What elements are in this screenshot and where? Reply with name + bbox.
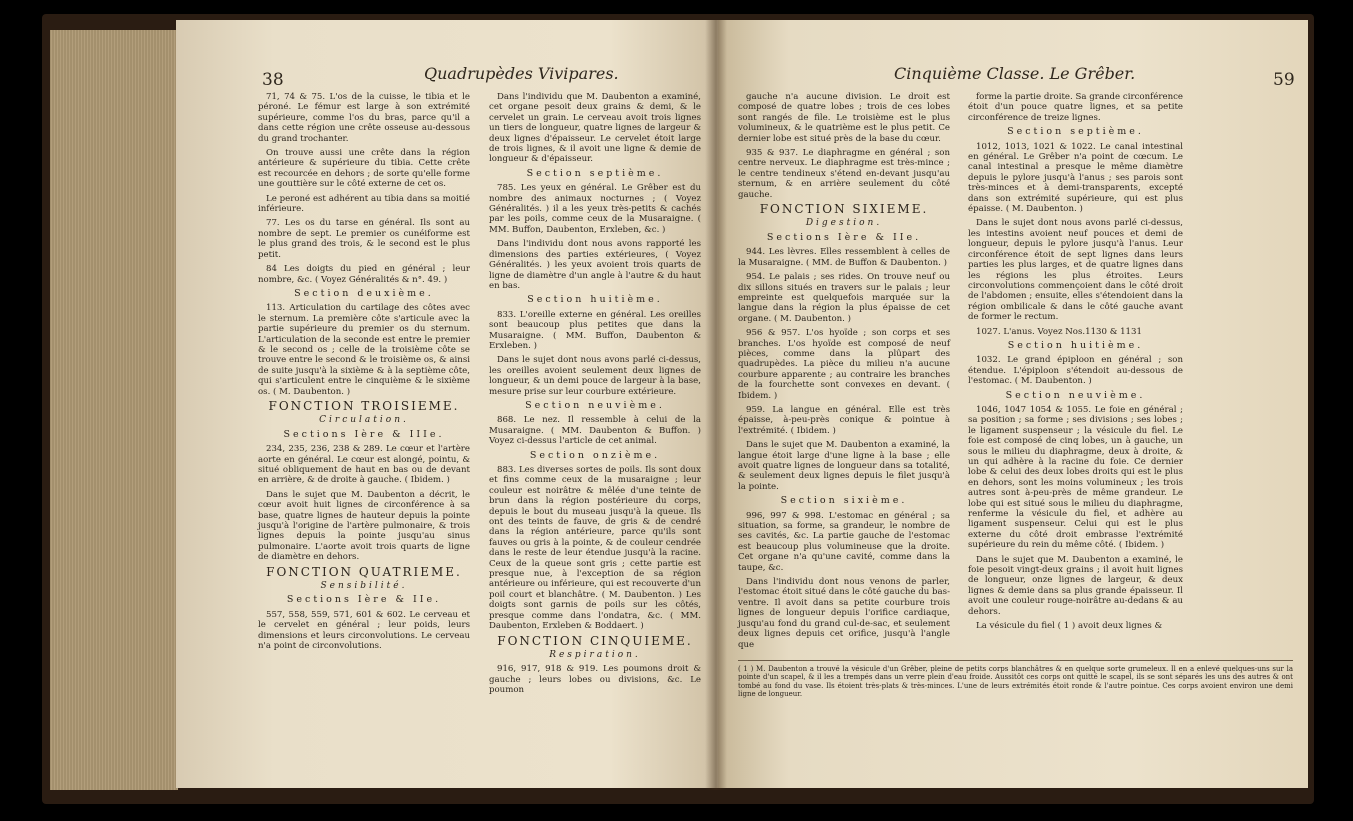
section-heading: Section huitième. [527, 294, 663, 306]
paragraph: gauche n'a aucune division. Le droit est composé de quatre lobes ; trois de ces lobes sont rangés de file. Le troisième est le plus volumineux, & le quatrième est le plus petit. Ce dernier lobe est situé près de la base du cœur. [738, 92, 950, 144]
paragraph: 77. Les os du tarse en général. Ils sont au nombre de sept. Le premier os cunéiforme est le plus grand des trois, & le second est le plus petit. [258, 218, 470, 260]
paragraph: 1012, 1013, 1021 & 1022. Le canal intestinal en général. Le Grêber n'a point de cœcum. Le canal intestinal a presque le même diamètre depuis le pylore jusqu'à l'anus ; ses parois sont très-minces et à demi-transparents, excepté dans son extrémité supérieure, qui est plus épaisse. ( M. Daubenton. ) [968, 141, 1183, 215]
paragraph: 71, 74 & 75. L'os de la cuisse, le tibia et le péroné. Le fémur est large à son extrémité supérieure, comme l'os du bras, parce qu'il a dans cette région une crête osseuse au-dessous du grand trochanter. [258, 92, 470, 144]
paragraph: 916, 917, 918 & 919. Les poumons droit & gauche ; leurs lobes ou divisions, &c. Le poumon [489, 664, 701, 696]
section-heading: Section deuxième. [294, 287, 434, 299]
paragraph: 1046, 1047 1054 & 1055. Le foie en général ; sa position ; sa forme ; ses divisions ; ses lobes ; le ligament suspenseur ; la vésicule du fiel. Le foie est composé de cinq lobes, un à gauche, un sous le milieu du diaphragme, deux à droite, & un qui adhère à la racine du foie. Ce dernier lobe & celui des deux lobes droits qui est le plus en dehors, sont les moins volumineux ; les trois autres sont à-peu-près de même grandeur. Le lobe qui est situé sous le milieu du diaphragme, renferme la vésicule du fiel, et adhère au ligament suspenseur. Celui qui est le plus externe du côté droit embrasse l'extrémité supérieure du rein du même côté. ( Ibidem. ) [968, 404, 1183, 551]
section-heading: Sections Ière & IIe. [766, 231, 922, 243]
paragraph: 833. L'oreille externe en général. Les oreilles sont beaucoup plus petites que dans la Musaraigne. ( MM. Buffon, Daubenton & Erxleben. ) [489, 309, 701, 351]
paragraph: 944. Les lèvres. Elles ressemblent à celles de la Musaraigne. ( MM. de Buffon & Daubenton. ) [738, 247, 950, 268]
left-page-number: 38 [262, 70, 284, 90]
left-running-head: Quadrupèdes Vivipares. [424, 64, 619, 83]
paragraph: 234, 235, 236, 238 & 289. Le cœur et l'artère aorte en général. Le cœur est alongé, pointu, & situé obliquement de haut en bas ou de devant en arrière, & de droite à gauche. ( Ibidem. ) [258, 444, 470, 486]
paragraph: Le peroné est adhérent au tibia dans sa moitié inférieure. [258, 193, 470, 215]
section-heading: Respiration. [549, 649, 641, 660]
paragraph: Dans le sujet que M. Daubenton a décrit, le cœur avoit huit lignes de circonférence à sa base, quatre lignes de hauteur depuis la pointe jusqu'à l'origine de l'artère pulmonaire, & trois lignes depuis la pointe jusqu'au sinus pulmonaire. L'aorte avoit trois quarts de ligne de diamètre en dehors. [258, 489, 470, 563]
section-heading: Section sixième. [780, 495, 908, 507]
section-heading: Section neuvième. [1005, 389, 1146, 401]
paragraph: Dans le sujet que M. Daubenton a examiné, la langue étoit large d'une ligne à la base ; elle avoit quatre lignes de longueur dans sa totalité, & seulement deux lignes depuis le filet jusqu'à la pointe. [738, 440, 950, 492]
paragraph: Dans l'individu dont nous venons de parler, l'estomac étoit situé dans le côté gauche du bas-ventre. Il avoit dans sa petite courbure trois lignes de longueur depuis l'orifice cardiaque, jusqu'au fond du grand cul-de-sac, et seulement deux lignes depuis cet orifice, jusqu'à l'angle que [738, 577, 950, 650]
paragraph: 996, 997 & 998. L'estomac en général ; sa situation, sa forme, sa grandeur, le nombre de ses cavités, &c. La partie gauche de l'estomac est beaucoup plus volumineuse que la droite. Cet organe n'a qu'une cavité, comme dans la taupe, &c. [738, 510, 950, 573]
paragraph: On trouve aussi une crête dans la région antérieure & supérieure du tibia. Cette crête est recourcée en dehors ; de sorte qu'elle forme une gouttière sur le côté externe de cet os. [258, 148, 470, 190]
paragraph: 785. Les yeux en général. Le Grêber est du nombre des animaux nocturnes ; ( Voyez Généralités. ) il a les yeux très-petits & cachés par les poils, comme ceux de la Musaraigne. ( MM. Buffon, Daubenton, Erxleben, &c. ) [489, 183, 701, 235]
section-heading: Section huitième. [1007, 339, 1144, 351]
paragraph: 84 Les doigts du pied en général ; leur nombre, &c. ( Voyez Généralités & n°. 49. ) [258, 264, 470, 285]
right-page [718, 20, 1308, 788]
left-page [176, 20, 718, 788]
left-column-1 [258, 92, 470, 656]
paragraph: 959. La langue en général. Elle est très épaisse, à-peu-près conique & pointue à l'extrémité. ( Ibidem. ) [738, 404, 950, 436]
section-heading: Sensibilité. [320, 581, 408, 592]
right-running-head: Cinquième Classe. Le Grêber. [894, 64, 1136, 83]
paragraph: 1032. Le grand épiploon en général ; son étendue. L'épiploon s'étendoit au-dessous de l'estomac. ( M. Daubenton. ) [968, 355, 1183, 387]
section-heading: Sections Ière & IIe. [286, 594, 442, 606]
paragraph: 557, 558, 559, 571, 601 & 602. Le cerveau et le cervelet en général ; leur poids, leurs dimensions et leurs circonvolutions. Le cerveau n'a point de circonvolutions. [258, 609, 470, 652]
function-heading: FONCTION TROISIEME. [268, 398, 460, 413]
function-heading: FONCTION SIXIEME. [759, 202, 929, 217]
paragraph: 113. Articulation du cartilage des côtes avec le sternum. La première côte s'articule avec la partie supérieure du premier os du sternum. L'articulation de la seconde est entre le premier & le second os ; celle de la troisième côte se trouve entre le second & le troisième os, & ainsi de suite jusqu'à la sixième & à la septième côte, qui s'articulent entre le cinquième & le sixième os. ( M. Daubenton. ) [258, 303, 470, 397]
paragraph: 883. Les diverses sortes de poils. Ils sont doux et fins comme ceux de la musaraigne ; leur couleur est noirâtre & mêlée d'une teinte de brun dans la région postérieure du corps, depuis le bout du museau jusqu'à la queue. Ils ont des teints de fauve, de gris & de cendré dans la région antérieure, parce qu'ils sont fauves ou gris à la pointe, & de couleur cendrée dans le reste de leur étendue jusqu'à la racine. Ceux de la queue sont gris ; cette partie est presque nue, à l'exception de sa région antérieure ou inférieure, qui est recouverte d'un poil court et blanchâtre. ( M. Daubenton. ) Les doigts sont garnis de poils sur les côtés, presque comme dans l'ondatra, &c. ( MM. Daubenton, Erxleben & Boddaert. ) [489, 465, 701, 632]
page-edges [50, 30, 178, 790]
paragraph: 956 & 957. L'os hyoïde ; son corps et ses branches. L'os hyoïde est composé de neuf pièces, comme dans la plûpart des quadrupèdes. La pièce du milieu n'a aucune courbure apparente ; au contraire les branches de la fourchette sont convexes en devant. ( Ibidem. ) [738, 328, 950, 401]
function-heading: FONCTION QUATRIEME. [266, 564, 462, 579]
paragraph: Dans le sujet dont nous avons parlé ci-dessus, les oreilles avoient seulement deux lignes de longueur, & un demi pouce de largeur à la base, mesure prise sur leur courbure extérieure. [489, 355, 701, 397]
function-heading: FONCTION CINQUIEME. [497, 633, 693, 648]
section-heading: Digestion. [805, 218, 883, 229]
footnote: ( 1 ) M. Daubenton a trouvé la vésicule d'un Grêber, pleine de petits corps blanchâtres & en quelque sorte grumeleux. Il en a enlevé quelques-uns sur la pointe d'un scapel, & il les a trempés dans un verre plein d'eau froide. Aussitôt ces corps ont quitté le scapel, ils se sont séparés les uns des autres & ont tombé au fond du vase. Ils étoient très-plats & très-minces. L'une de leurs extrémités étoit ronde & l'autre pointue. Ces corps avoient environ une demi ligne de longueur. [738, 660, 1293, 699]
left-column-2 [489, 92, 701, 700]
paragraph: 935 & 937. Le diaphragme en général ; son centre nerveux. Le diaphragme est très-mince ; le centre tendineux s'étend en-devant jusqu'au sternum, & en arrière seulement du côté gauche. [738, 148, 950, 200]
section-heading: Section septième. [1007, 126, 1144, 138]
section-heading: Circulation. [319, 415, 409, 426]
paragraph: 868. Le nez. Il ressemble à celui de la Musaraigne. ( MM. Daubenton & Buffon. ) Voyez ci-dessus l'article de cet animal. [489, 415, 701, 447]
right-page-number: 59 [1273, 70, 1295, 90]
section-heading: Sections Ière & IIIe. [283, 428, 445, 440]
section-heading: Section onzième. [529, 449, 661, 461]
section-heading: Section septième. [526, 167, 664, 179]
paragraph: Dans l'individu que M. Daubenton a examiné, cet organe pesoit deux grains & demi, & le cervelet un grain. Le cerveau avoit trois lignes un tiers de longueur, quatre lignes de largeur & deux lignes d'épaisseur. Le cervelet étoit large de trois lignes, & il avoit une ligne & demie de longueur & d'épaisseur. [489, 92, 701, 165]
paragraph: La vésicule du fiel ( 1 ) avoit deux lignes & [976, 621, 1163, 632]
book-gutter [705, 20, 727, 790]
right-column-2 [968, 92, 1183, 636]
paragraph: Dans le sujet dont nous avons parlé ci-dessus, les intestins avoient neuf pouces et demi de longueur, depuis le pylore jusqu'à l'anus. Leur circonférence étoit de sept lignes dans leurs parties les plus larges, et de quatre lignes dans les régions les plus étroites. Leurs circonvolutions commençoient dans le côté droit de l'abdomen ; ensuite, elles s'étendoient dans la région ombilicale & dans le côté gauche avant de former le rectum. [968, 218, 1183, 323]
paragraph: 1027. L'anus. Voyez Nos.1130 & 1131 [976, 326, 1142, 337]
paragraph: Dans le sujet que M. Daubenton a examiné, le foie pesoit vingt-deux grains ; il avoit huit lignes de longueur, onze lignes de largeur, & deux lignes & demie dans sa plus grande épaisseur. Il avoit une couleur rouge-noirâtre au-dedans & au dehors. [968, 554, 1183, 617]
paragraph: forme la partie droite. Sa grande circonférence étoit d'un pouce quatre lignes, et sa petite circonférence de treize lignes. [968, 92, 1183, 123]
paragraph: 954. Le palais ; ses rides. On trouve neuf ou dix sillons situés en travers sur le palais ; leur empreinte est quelquefois marquée sur la langue dans la région la plus épaisse de cet organe. ( M. Daubenton. ) [738, 272, 950, 324]
paragraph: Dans l'individu dont nous avons rapporté les dimensions des parties extérieures, ( Voyez Généralités. ) les yeux avoient trois quarts de ligne de diamètre d'un angle à l'autre & du haut en bas. [489, 239, 701, 291]
right-column-1 [738, 92, 950, 654]
section-heading: Section neuvième. [525, 399, 665, 411]
